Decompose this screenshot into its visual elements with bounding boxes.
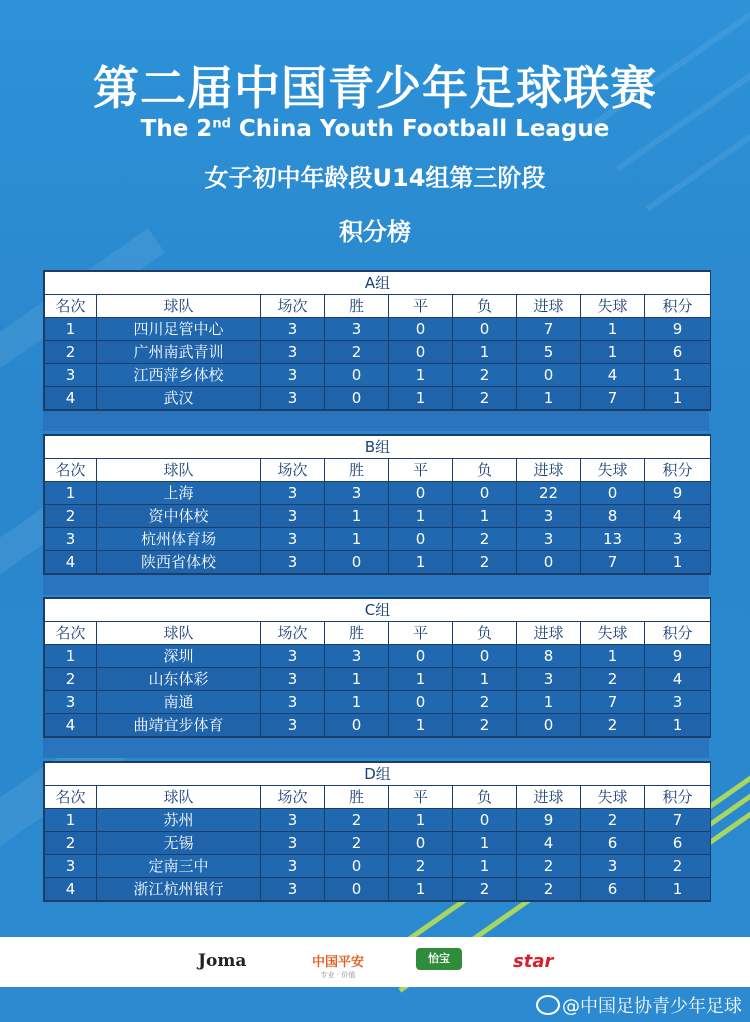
column-header: 负 [453, 622, 517, 645]
table-cell: 9 [517, 809, 581, 832]
table-cell: 22 [517, 482, 581, 505]
column-header: 积分 [645, 459, 711, 482]
table-row [45, 505, 711, 528]
table-cell: 7 [581, 691, 645, 714]
table-cell: 1 [645, 551, 711, 574]
table-cell: 曲靖宜步体育 [97, 714, 261, 737]
table-cell: 3 [261, 551, 325, 574]
table-cell: 0 [325, 714, 389, 737]
table-row [45, 318, 711, 341]
table-cell: 4 [45, 714, 97, 737]
column-header: 负 [453, 295, 517, 318]
table-cell: 0 [389, 691, 453, 714]
column-header: 名次 [45, 295, 97, 318]
table-cell: 定南三中 [97, 855, 261, 878]
table-cell: 3 [45, 691, 97, 714]
table-cell: 4 [45, 878, 97, 901]
table-cell: 2 [45, 668, 97, 691]
table-cell: 0 [517, 714, 581, 737]
table-cell: 0 [453, 318, 517, 341]
table-cell: 3 [517, 528, 581, 551]
table-cell: 1 [325, 691, 389, 714]
table-cell: 0 [581, 482, 645, 505]
subtitle: 女子初中年龄段U14组第三阶段 [204, 164, 546, 192]
table-cell: 3 [261, 528, 325, 551]
table-cell: 3 [325, 645, 389, 668]
table-cell: 1 [389, 364, 453, 387]
table-cell: 1 [45, 645, 97, 668]
sponsor-yibao-logo: 怡宝 [416, 948, 462, 970]
table-cell: 0 [389, 528, 453, 551]
table-cell: 深圳 [97, 645, 261, 668]
table-cell: 1 [453, 855, 517, 878]
column-header: 胜 [325, 622, 389, 645]
table-cell: 1 [645, 714, 711, 737]
table-cell: 1 [45, 482, 97, 505]
column-header: 平 [389, 459, 453, 482]
table-cell: 2 [45, 341, 97, 364]
table-row [45, 832, 711, 855]
table-cell: 1 [645, 878, 711, 901]
table-cell: 1 [389, 551, 453, 574]
table-cell: 1 [389, 387, 453, 410]
table-cell: 2 [581, 714, 645, 737]
table-cell: 2 [453, 551, 517, 574]
table-cell: 0 [325, 855, 389, 878]
table-cell: 1 [581, 645, 645, 668]
table-cell: 0 [389, 341, 453, 364]
table-cell: 四川足管中心 [97, 318, 261, 341]
table-cell: 0 [325, 878, 389, 901]
table-cell: 1 [389, 668, 453, 691]
table-cell: 广州南武青训 [97, 341, 261, 364]
column-header: 名次 [45, 622, 97, 645]
table-cell: 1 [645, 364, 711, 387]
table-cell: 1 [453, 341, 517, 364]
group-name: A组 [45, 272, 711, 295]
table-cell: 6 [645, 832, 711, 855]
table-cell: 4 [581, 364, 645, 387]
column-header: 球队 [97, 622, 261, 645]
table-row [45, 645, 711, 668]
sponsor-joma-logo: Joma [198, 951, 247, 971]
table-cell: 山东体彩 [97, 668, 261, 691]
table-cell: 9 [645, 318, 711, 341]
table-cell: 3 [45, 855, 97, 878]
table-cell: 0 [517, 364, 581, 387]
group-name: D组 [45, 763, 711, 786]
column-header: 进球 [517, 459, 581, 482]
table-cell: 6 [581, 832, 645, 855]
sponsor-pingan-logo: 中国平安 专业 · 价值 [312, 955, 365, 979]
table-cell: 4 [645, 668, 711, 691]
table-cell: 武汉 [97, 387, 261, 410]
table-cell: 3 [325, 482, 389, 505]
group-separator [43, 575, 709, 595]
column-header: 胜 [325, 295, 389, 318]
table-cell: 2 [325, 809, 389, 832]
table-cell: 6 [645, 341, 711, 364]
table-cell: 2 [645, 855, 711, 878]
column-header: 球队 [97, 459, 261, 482]
table-cell: 2 [453, 714, 517, 737]
column-header: 进球 [517, 622, 581, 645]
table-cell: 2 [453, 691, 517, 714]
table-cell: 4 [45, 551, 97, 574]
sponsor-band [0, 937, 750, 987]
page-title: 第二届中国青少年足球联赛 [93, 61, 657, 115]
table-cell: 3 [261, 364, 325, 387]
column-header: 积分 [645, 786, 711, 809]
table-cell: 3 [645, 691, 711, 714]
table-cell: 3 [261, 878, 325, 901]
table-cell: 0 [389, 832, 453, 855]
column-header: 负 [453, 786, 517, 809]
column-header: 失球 [581, 622, 645, 645]
table-row [45, 714, 711, 737]
table-cell: 0 [453, 482, 517, 505]
table-cell: 资中体校 [97, 505, 261, 528]
table-cell: 3 [261, 482, 325, 505]
column-header: 平 [389, 622, 453, 645]
column-header: 失球 [581, 459, 645, 482]
table-row [45, 551, 711, 574]
watermark: @中国足协青少年足球 [536, 992, 742, 1018]
table-cell: 7 [581, 387, 645, 410]
group-table [43, 761, 711, 902]
weibo-icon [536, 995, 560, 1015]
table-cell: 7 [517, 318, 581, 341]
table-cell: 3 [581, 855, 645, 878]
table-cell: 13 [581, 528, 645, 551]
column-header: 名次 [45, 459, 97, 482]
table-cell: 4 [645, 505, 711, 528]
table-cell: 2 [453, 878, 517, 901]
table-row [45, 528, 711, 551]
table-cell: 3 [261, 855, 325, 878]
table-cell: 1 [581, 341, 645, 364]
table-cell: 3 [325, 318, 389, 341]
table-cell: 0 [517, 551, 581, 574]
table-cell: 上海 [97, 482, 261, 505]
column-header: 积分 [645, 622, 711, 645]
table-cell: 8 [581, 505, 645, 528]
table-cell: 0 [389, 482, 453, 505]
table-cell: 1 [517, 691, 581, 714]
table-row [45, 387, 711, 410]
table-row [45, 691, 711, 714]
table-cell: 0 [453, 645, 517, 668]
table-cell: 1 [389, 505, 453, 528]
table-cell: 3 [645, 528, 711, 551]
group-table [43, 434, 711, 575]
column-header: 场次 [261, 295, 325, 318]
table-cell: 2 [517, 855, 581, 878]
table-cell: 5 [517, 341, 581, 364]
group-name: C组 [45, 599, 711, 622]
table-cell: 0 [389, 318, 453, 341]
table-row [45, 341, 711, 364]
table-cell: 3 [261, 387, 325, 410]
table-cell: 3 [261, 832, 325, 855]
table-cell: 2 [325, 832, 389, 855]
table-cell: 3 [261, 505, 325, 528]
column-header: 球队 [97, 295, 261, 318]
column-header: 胜 [325, 459, 389, 482]
column-header: 场次 [261, 622, 325, 645]
table-cell: 8 [517, 645, 581, 668]
table-cell: 2 [389, 855, 453, 878]
column-header: 场次 [261, 459, 325, 482]
table-row [45, 482, 711, 505]
board-title: 积分榜 [339, 218, 411, 246]
column-header: 失球 [581, 295, 645, 318]
sponsor-star-logo: star [513, 951, 554, 972]
table-cell: 4 [45, 387, 97, 410]
table-cell: 3 [261, 645, 325, 668]
table-cell: 7 [581, 551, 645, 574]
table-cell: 3 [45, 528, 97, 551]
table-cell: 3 [45, 364, 97, 387]
table-cell: 1 [45, 318, 97, 341]
table-cell: 2 [453, 528, 517, 551]
table-cell: 3 [261, 341, 325, 364]
table-cell: 3 [261, 691, 325, 714]
table-cell: 0 [325, 387, 389, 410]
table-cell: 杭州体育场 [97, 528, 261, 551]
table-cell: 无锡 [97, 832, 261, 855]
column-header: 胜 [325, 786, 389, 809]
table-cell: 0 [389, 645, 453, 668]
table-cell: 6 [581, 878, 645, 901]
table-cell: 3 [261, 809, 325, 832]
english-title: The 2nd China Youth Football League [140, 116, 610, 142]
table-cell: 苏州 [97, 809, 261, 832]
group-table [43, 597, 711, 738]
table-cell: 1 [45, 809, 97, 832]
table-cell: 2 [581, 809, 645, 832]
table-cell: 1 [389, 714, 453, 737]
table-cell: 2 [453, 364, 517, 387]
column-header: 积分 [645, 295, 711, 318]
table-cell: 2 [453, 387, 517, 410]
table-cell: 2 [517, 878, 581, 901]
group-name: B组 [45, 436, 711, 459]
table-cell: 2 [45, 832, 97, 855]
table-cell: 1 [453, 505, 517, 528]
table-cell: 陕西省体校 [97, 551, 261, 574]
table-cell: 1 [325, 668, 389, 691]
table-cell: 1 [325, 505, 389, 528]
table-row [45, 809, 711, 832]
column-header: 进球 [517, 786, 581, 809]
table-cell: 1 [645, 387, 711, 410]
table-cell: 2 [325, 341, 389, 364]
table-row [45, 855, 711, 878]
table-cell: 1 [325, 528, 389, 551]
column-header: 名次 [45, 786, 97, 809]
group-separator [43, 411, 709, 431]
column-header: 进球 [517, 295, 581, 318]
table-cell: 1 [389, 809, 453, 832]
table-cell: 2 [581, 668, 645, 691]
table-cell: 9 [645, 645, 711, 668]
table-cell: 3 [261, 318, 325, 341]
table-cell: 1 [517, 387, 581, 410]
table-cell: 1 [581, 318, 645, 341]
column-header: 失球 [581, 786, 645, 809]
table-cell: 浙江杭州银行 [97, 878, 261, 901]
column-header: 场次 [261, 786, 325, 809]
table-cell: 3 [261, 714, 325, 737]
table-cell: 9 [645, 482, 711, 505]
column-header: 球队 [97, 786, 261, 809]
table-cell: 1 [453, 832, 517, 855]
group-table [43, 270, 711, 411]
table-cell: 0 [453, 809, 517, 832]
table-cell: 2 [45, 505, 97, 528]
column-header: 平 [389, 786, 453, 809]
table-cell: 0 [325, 364, 389, 387]
table-cell: 1 [453, 668, 517, 691]
table-row [45, 878, 711, 901]
table-cell: 3 [517, 668, 581, 691]
table-row [45, 668, 711, 691]
table-cell: 1 [389, 878, 453, 901]
column-header: 负 [453, 459, 517, 482]
table-cell: 0 [325, 551, 389, 574]
table-cell: 4 [517, 832, 581, 855]
table-cell: 江西萍乡体校 [97, 364, 261, 387]
table-cell: 7 [645, 809, 711, 832]
column-header: 平 [389, 295, 453, 318]
table-cell: 3 [261, 668, 325, 691]
table-cell: 3 [517, 505, 581, 528]
table-cell: 南通 [97, 691, 261, 714]
table-row [45, 364, 711, 387]
group-separator [43, 738, 709, 758]
